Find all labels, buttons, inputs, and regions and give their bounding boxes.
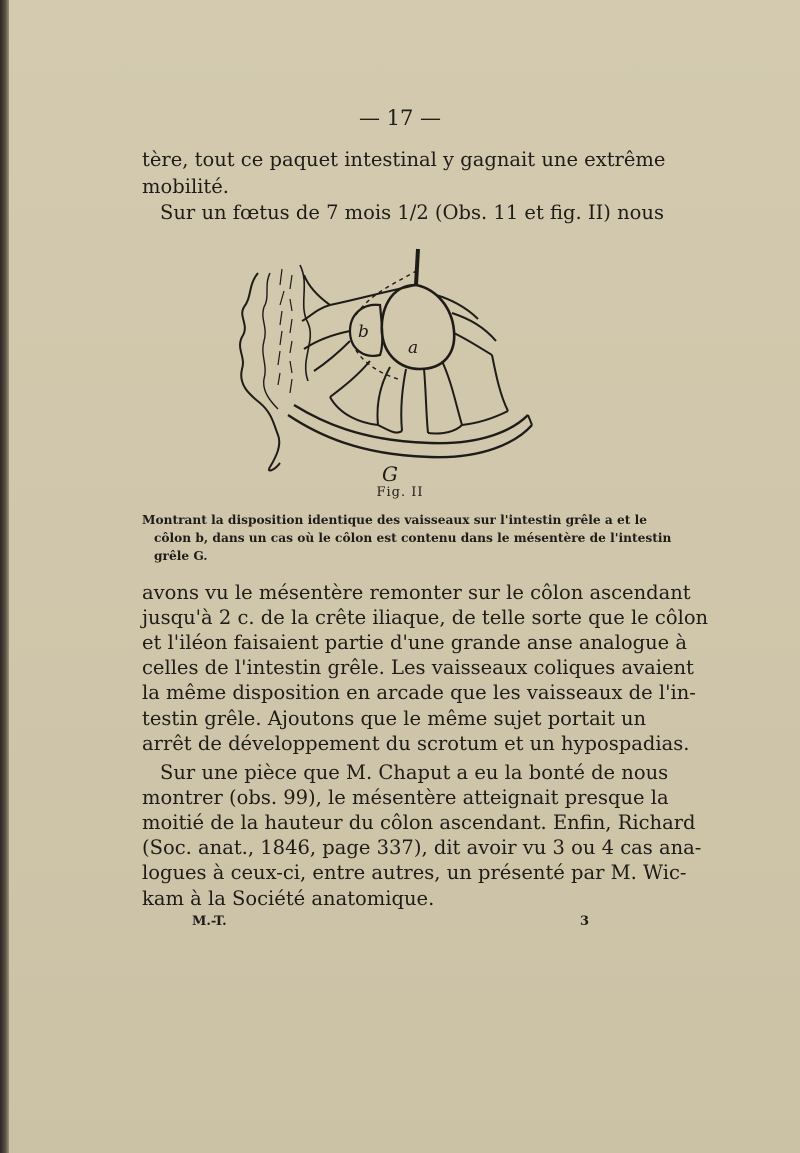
figure-intestine-illustration <box>230 245 540 485</box>
figure-caption-line: côlon b, dans un cas où le côlon est contenu dans le mésentère de l'intestin <box>154 531 672 545</box>
text-line: avons vu le mésentère remonter sur le côlon ascendant <box>142 581 691 604</box>
text-line: kam à la Société anatomique. <box>142 887 435 910</box>
footer-sheet-number: 3 <box>580 914 590 929</box>
figure-title: Fig. II <box>376 485 424 500</box>
text-line: montrer (obs. 99), le mésentère atteignait presque la <box>142 786 669 809</box>
text-line: la même disposition en arcade que les vaisseaux de l'in- <box>142 681 696 704</box>
figure-caption-line: Montrant la disposition identique des vaisseaux sur l'intestin grêle a et le <box>142 513 648 527</box>
text-line: testin grêle. Ajoutons que le même sujet portait un <box>142 707 647 730</box>
figure-label-a: a <box>408 338 419 358</box>
text-line: tère, tout ce paquet intestinal y gagnait une extrême <box>142 148 666 171</box>
text-line: mobilité. <box>142 175 229 198</box>
figure-caption-line: grêle G. <box>154 549 208 563</box>
text-line: jusqu'à 2 c. de la crête iliaque, de telle sorte que le côlon <box>142 606 709 629</box>
page-number: — 17 — <box>358 106 442 130</box>
footer-signature: M.-T. <box>192 914 227 929</box>
book-spine <box>0 0 9 1153</box>
text-line: logues à ceux-ci, entre autres, un présenté par M. Wic- <box>142 861 687 884</box>
text-line: et l'iléon faisaient partie d'une grande anse analogue à <box>142 631 688 654</box>
figure-label-b: b <box>358 322 369 342</box>
text-line: arrêt de développement du scrotum et un hypospadias. <box>142 732 690 755</box>
text-line: moitié de la hauteur du côlon ascendant. Enfin, Richard <box>142 811 696 834</box>
text-line: (Soc. anat., 1846, page 337), dit avoir vu 3 ou 4 cas ana- <box>142 836 702 859</box>
text-line: Sur un fœtus de 7 mois 1/2 (Obs. 11 et fig. II) nous <box>160 201 664 224</box>
figure-label-G: G <box>382 462 398 485</box>
text-line: Sur une pièce que M. Chaput a eu la bonté de nous <box>160 761 669 784</box>
text-line: celles de l'intestin grêle. Les vaisseaux coliques avaient <box>142 656 694 679</box>
